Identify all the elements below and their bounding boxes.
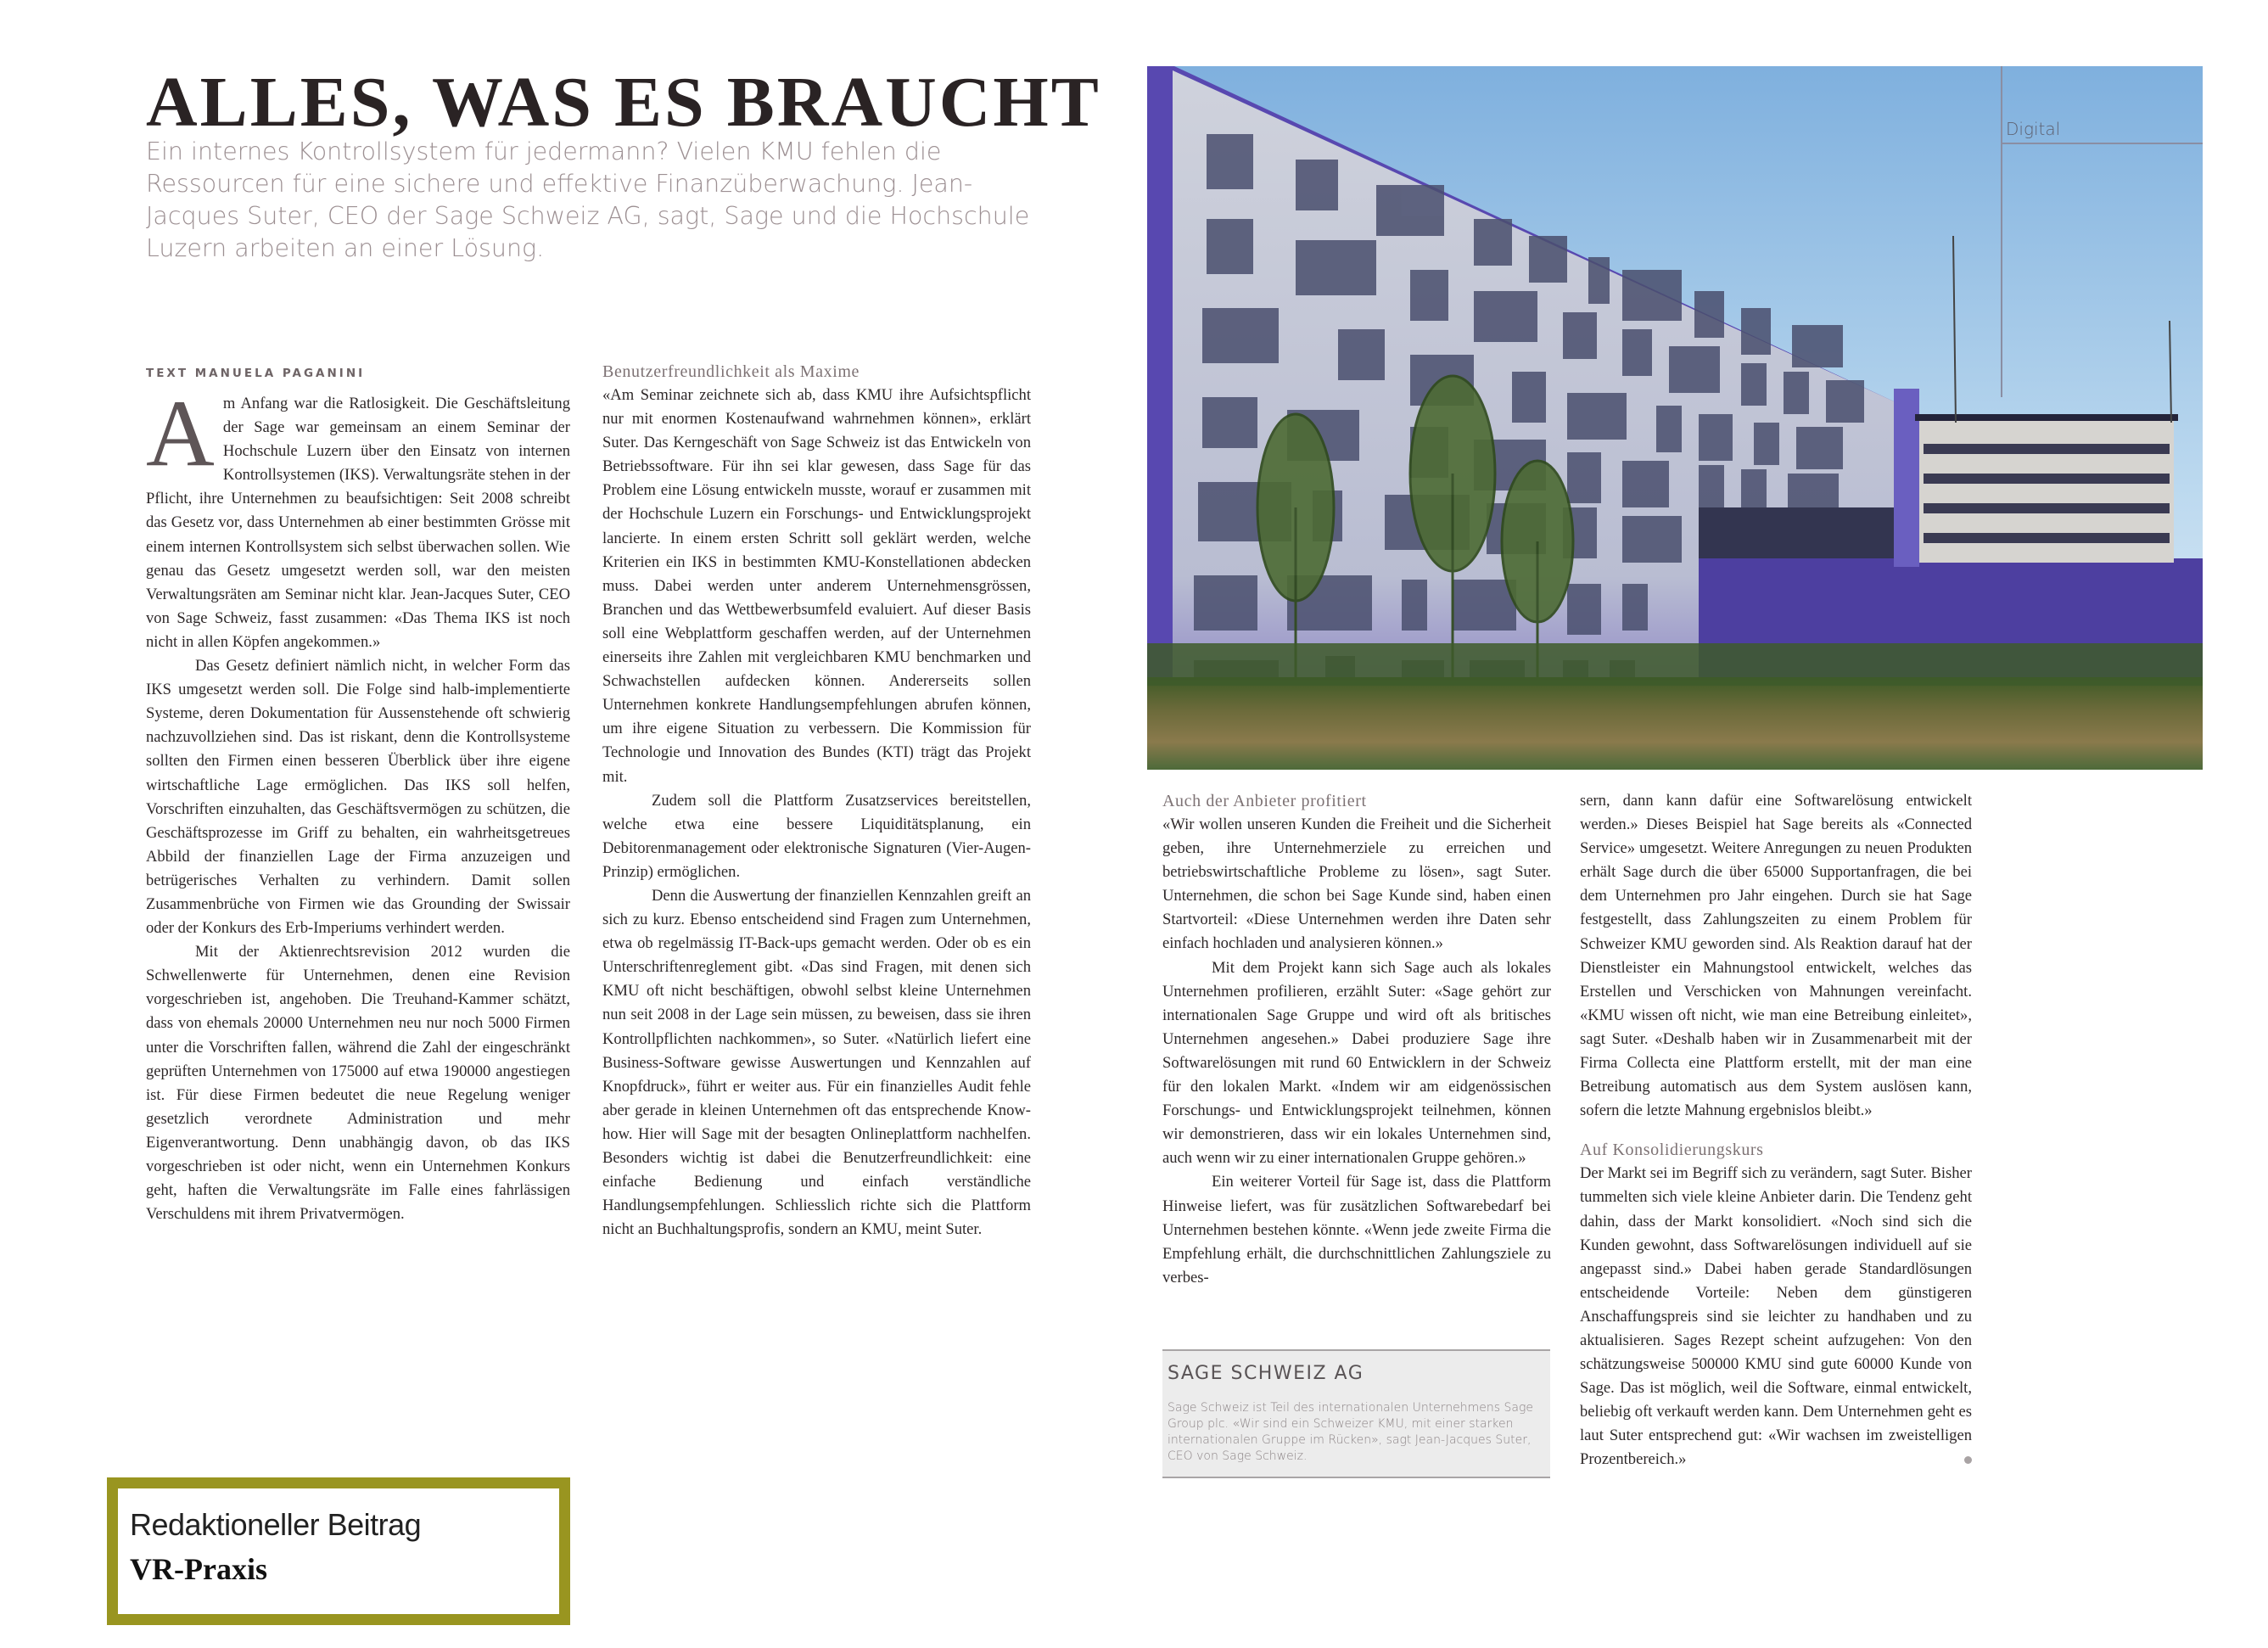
paragraph: Ein weiterer Vorteil für Sage ist, dass die Plattform Hinweise liefert, was für zusätzlichen Softwarebedarf bei Unternehmen bestehen könnte. «Wenn jede zweite Firma die Empfehlung erhält, die durchschnittlichen Zahlungsziele zu verbes- bbox=[1162, 1173, 1551, 1286]
paragraph: Mit der Aktienrechtsrevision 2012 wurden die Schwellenwerte für Unternehmen, denen eine Revision vorgeschrieben ist, angehoben. Die Treuhand-Kammer schätzt, dass von ehemals 20000 Unternehmen neu nur noch 5000 Firmen unter die Vorschriften fallen, während die Zahl der eingeschränkt geprüften Unternehmen von 175000 auf etwa 190000 angestiegen ist. Für diese Firmen bedeutet die neue Regelung weniger gesetzlich verordnete Administration und mehr Eigenverantwortung. Denn unabhängig davon, ob das IKS vorgeschrieben ist oder nicht, wenn ein Unternehmen Konkurs geht, haften die Verwaltungsräte im Falle eines fahrlässigen Verschuldens mit ihrem Privatvermögen. bbox=[146, 943, 570, 1224]
paragraph-text: m Anfang war die Ratlosigkeit. Die Geschäftsleitung der Sage war gemeinsam an einem Seminar der Hochschule Luzern über den Einsatz von internen Kontrollsystemen (IKS). Verwaltungsräte stehen in der Pflicht, ihre Unternehmen zu beaufsichtigen: Seit 2008 schreibt das Gesetz vor, dass Unternehmen ab einer bestimmten Grösse mit einem internen Kontrollsystem sich selbst überwachen sollen. Wie genau das Gesetz umgesetzt werden soll, war den meisten Verwaltungsräten am Seminar nicht klar. Jean-Jacques Suter, CEO von Sage Schweiz, fasst zusammen: «Das Thema IKS ist noch nicht in allen Köpfen angekommen.» bbox=[146, 395, 570, 651]
building-photo-image bbox=[1147, 66, 2203, 770]
paragraph: Denn die Auswertung der finanziellen Kennzahlen greift an sich zu kurz. Ebenso entscheidend sind Fragen zum Unternehmen, etwa ob regelmässig IT-Back-ups gemacht werden. Oder ob es ein Unterschriftenreglement gibt. «Das sind Fragen, mit denen sich KMU oft nicht beschäftigen, obwohl selbst kleine Unternehmen nun seit 2008 in der Lage sein müssen, zu beweisen, dass sie ihren Kontrollpflichten nachkommen», so Suter. «Natürlich liefert eine Business-Software gewisse Auswertungen und Kennzahlen auf Knopfdruck», führt er weiter aus. Für ein finanzielles Audit fehle aber gerade in kleinen Unternehmen oft das entsprechende Know-how. Hier will Sage mit der besagten Onlineplattform nachhelfen. Besonders wichtig ist dabei die Benutzerfreundlichkeit: eine einfache Bedienung und einfach verständliche Handlungsempfehlungen. Schliesslich richte sich die Plattform nicht an Buchhaltungsprofis, sondern an KMU, meint Suter. bbox=[602, 886, 1031, 1239]
drop-cap: A bbox=[146, 381, 215, 486]
column-1 bbox=[146, 381, 570, 1226]
info-box-title: SAGE SCHWEIZ AG bbox=[1168, 1363, 1364, 1384]
badge-publication: VR-Praxis bbox=[130, 1552, 267, 1586]
company-info-box bbox=[1162, 1349, 1550, 1478]
section-marker-vertical-line bbox=[2001, 66, 2002, 397]
paragraph: sern, dann kann dafür eine Softwarelösung entwickelt werden.» Dieses Beispiel hat Sage bereits als «Connected Service» umgesetzt. Weitere Anregungen zu neuen Produkten erhält Sage durch die über 65000 Supportanfragen, die bei dem Unternehmen pro Jahr eingehen. Durch sie hat Sage festgestellt, dass Zahlungszeiten zu einem Problem für Schweizer KMU geworden sind. Als Reaktion darauf hat der Dienstleister ein Mahnungstool entwickelt, welches das Erstellen und Verschicken von Mahnungen vereinfacht. «KMU wissen oft nicht, wie man eine Betreibung einleitet», sagt Suter. «Deshalb haben wir in Zusammenarbeit mit der Firma Collecta eine Plattform erstellt, mit der man eine Betreibung automatisch aus dem System auslösen kann, sofern die letzte Mahnung ergebnislos bleibt.» bbox=[1580, 792, 1972, 1120]
info-box-text: Sage Schweiz ist Teil des internationalen Unternehmens Sage Group plc. «Wir sind ein Schweizer KMU, mit einer starken internationalen Gruppe im Rücken», sagt Jean-Jacques Suter, CEO von Sage Schweiz. bbox=[1168, 1401, 1534, 1463]
end-mark-icon bbox=[1964, 1456, 1972, 1464]
paragraph: «Wir wollen unseren Kunden die Freiheit und die Sicherheit geben, ihre Unternehmerziele zu erreichen und betriebswirtschaftliche Probleme zu lösen», sagt Suter. Unternehmen, die schon bei Sage Kunde sind, haben einen Startvorteil: «Diese Unternehmen werden ihre Daten sehr einfach hochladen und analysieren können.» bbox=[1162, 816, 1551, 953]
building-photo bbox=[1147, 66, 2203, 770]
editorial-badge bbox=[107, 1477, 570, 1625]
paragraph bbox=[1580, 1162, 1972, 1471]
subheading: Benutzerfreundlichkeit als Maxime bbox=[602, 362, 860, 381]
paragraph-text: Der Markt sei im Begriff sich zu verändern, sagt Suter. Bisher tummelten sich viele kleine Anbieter darin. Die Tendenz geht dahin, dass der Markt konsolidiert. «Noch sind sich die Kunden gewohnt, dass Softwarelösungen individuell auf sie angepasst sind.» Dabei haben gerade Standardlösungen entscheidende Vorteile: Neben dem günstigeren Anschaffungspreis sind sie leichter zu handhaben und zu aktualisieren. Sages Rezept scheint aufzugehen: Von den schätzungsweise 500000 KMU sind gute 60000 Kunde von Sage. Das ist möglich, weil die Software, einmal entwickelt, beliebig oft verkauft werden kann. Dem Unternehmen geht es laut Suter entsprechend gut: «Wir wachsen im zweistelligen Prozentbereich.» bbox=[1580, 1164, 1972, 1469]
column-2 bbox=[602, 360, 1031, 1242]
byline: TEXT MANUELA PAGANINI bbox=[146, 367, 366, 380]
badge-label: Redaktioneller Beitrag bbox=[130, 1507, 422, 1542]
subheading: Auch der Anbieter profitiert bbox=[1162, 792, 1367, 810]
paragraph: Zudem soll die Plattform Zusatzservices bereitstellen, welche etwa eine bessere Liquiditätsplanung, ein Debitorenmanagement oder elektronische Signaturen (Vier-Augen-Prinzip) ermöglichen. bbox=[602, 791, 1031, 881]
paragraph: «Am Seminar zeichnete sich ab, dass KMU ihre Aufsichtspflicht nur mit enormen Kostenaufwand wahrnehmen können», erklärt Suter. Das Kerngeschäft von Sage Schweiz ist das Entwickeln von Betriebssoftware. Für ihn sei klar gewesen, dass Sage für das Problem eine Lösung entwickeln musste, worauf er zusammen mit der Hochschule Luzern ein Forschungs- und Entwicklungsprojekt lancierte. In einem ersten Schritt soll geklärt werden, welche Kriterien ein IKS in bestimmten KMU-Konstellationen abdecken muss. Dabei werden unter anderem Unternehmensgrössen, Branchen und das Wettbewerbsumfeld evaluiert. Auf dieser Basis soll eine Webplattform geschaffen werden, auf der Unternehmen einerseits ihre Zahlen mit vergleichbaren KMU benchmarken und Schwachstellen aufdecken können. Andererseits sollen Unternehmen konkrete Handlungsempfehlungen abrufen können, um ihre eigene Situation zu verbessern. Die Kommission für Technologie und Innovation des Bundes (KTI) trägt das Projekt mit. bbox=[602, 386, 1031, 786]
section-label: Digital bbox=[2006, 119, 2061, 139]
column-4 bbox=[1580, 789, 1972, 1472]
article-headline: ALLES, WAS ES BRAUCHT bbox=[146, 63, 1101, 142]
subheading: Auf Konsolidierungskurs bbox=[1580, 1141, 1764, 1160]
paragraph bbox=[146, 381, 570, 654]
article-lead: Ein internes Kontrollsystem für jedermann? Vielen KMU fehlen die Ressourcen für eine sichere und effektive Finanzüberwachung. Jean-Jacques Suter, CEO der Sage Schweiz AG, sagt, Sage und die Hochschule Luzern arbeiten an einer Lösung. bbox=[146, 137, 1030, 262]
paragraph: Das Gesetz definiert nämlich nicht, in welcher Form das IKS umgesetzt werden soll. Die Folge sind halb-implementierte Systeme, deren Dokumentation für Aussenstehende oft schwierig nachzuvollziehen sind. Das ist riskant, denn die Kontrollsysteme sollten den Firmen einen besseren Überblick über ihre eigene wirtschaftliche Lage ermöglichen. Das IKS soll helfen, Vorschriften einzuhalten, das Geschäftsvermögen zu schützen, die Geschäftsprozesse im Griff zu behalten, ein wahrheitsgetreues Abbild der finanziellen Lage der Firma anzuzeigen und betrügerisches Verhalten zu verhindern. Damit sollen Zusammenbrüche von Firmen wie das Grounding der Swissair oder der Konkurs des Erb-Imperiums verhindert werden. bbox=[146, 657, 570, 938]
column-3 bbox=[1162, 789, 1551, 1290]
section-marker-horizontal-line bbox=[2001, 143, 2203, 144]
paragraph: Mit dem Projekt kann sich Sage auch als lokales Unternehmen profilieren, erzählt Suter: «Sage gehört zur internationalen Sage Gruppe und wird oft als britisches Unternehmen angesehen.» Dabei produziere Sage ihre Softwarelösungen mit rund 60 Entwicklern in der Schweiz für den lokalen Markt. «Indem wir am eidgenössischen Forschungs- und Entwicklungsprojekt teilnehmen, können wir demonstrieren, dass wir ein lokales Unternehmen sind, auch wenn wir zu einer internationalen Gruppe gehören.» bbox=[1162, 958, 1551, 1168]
